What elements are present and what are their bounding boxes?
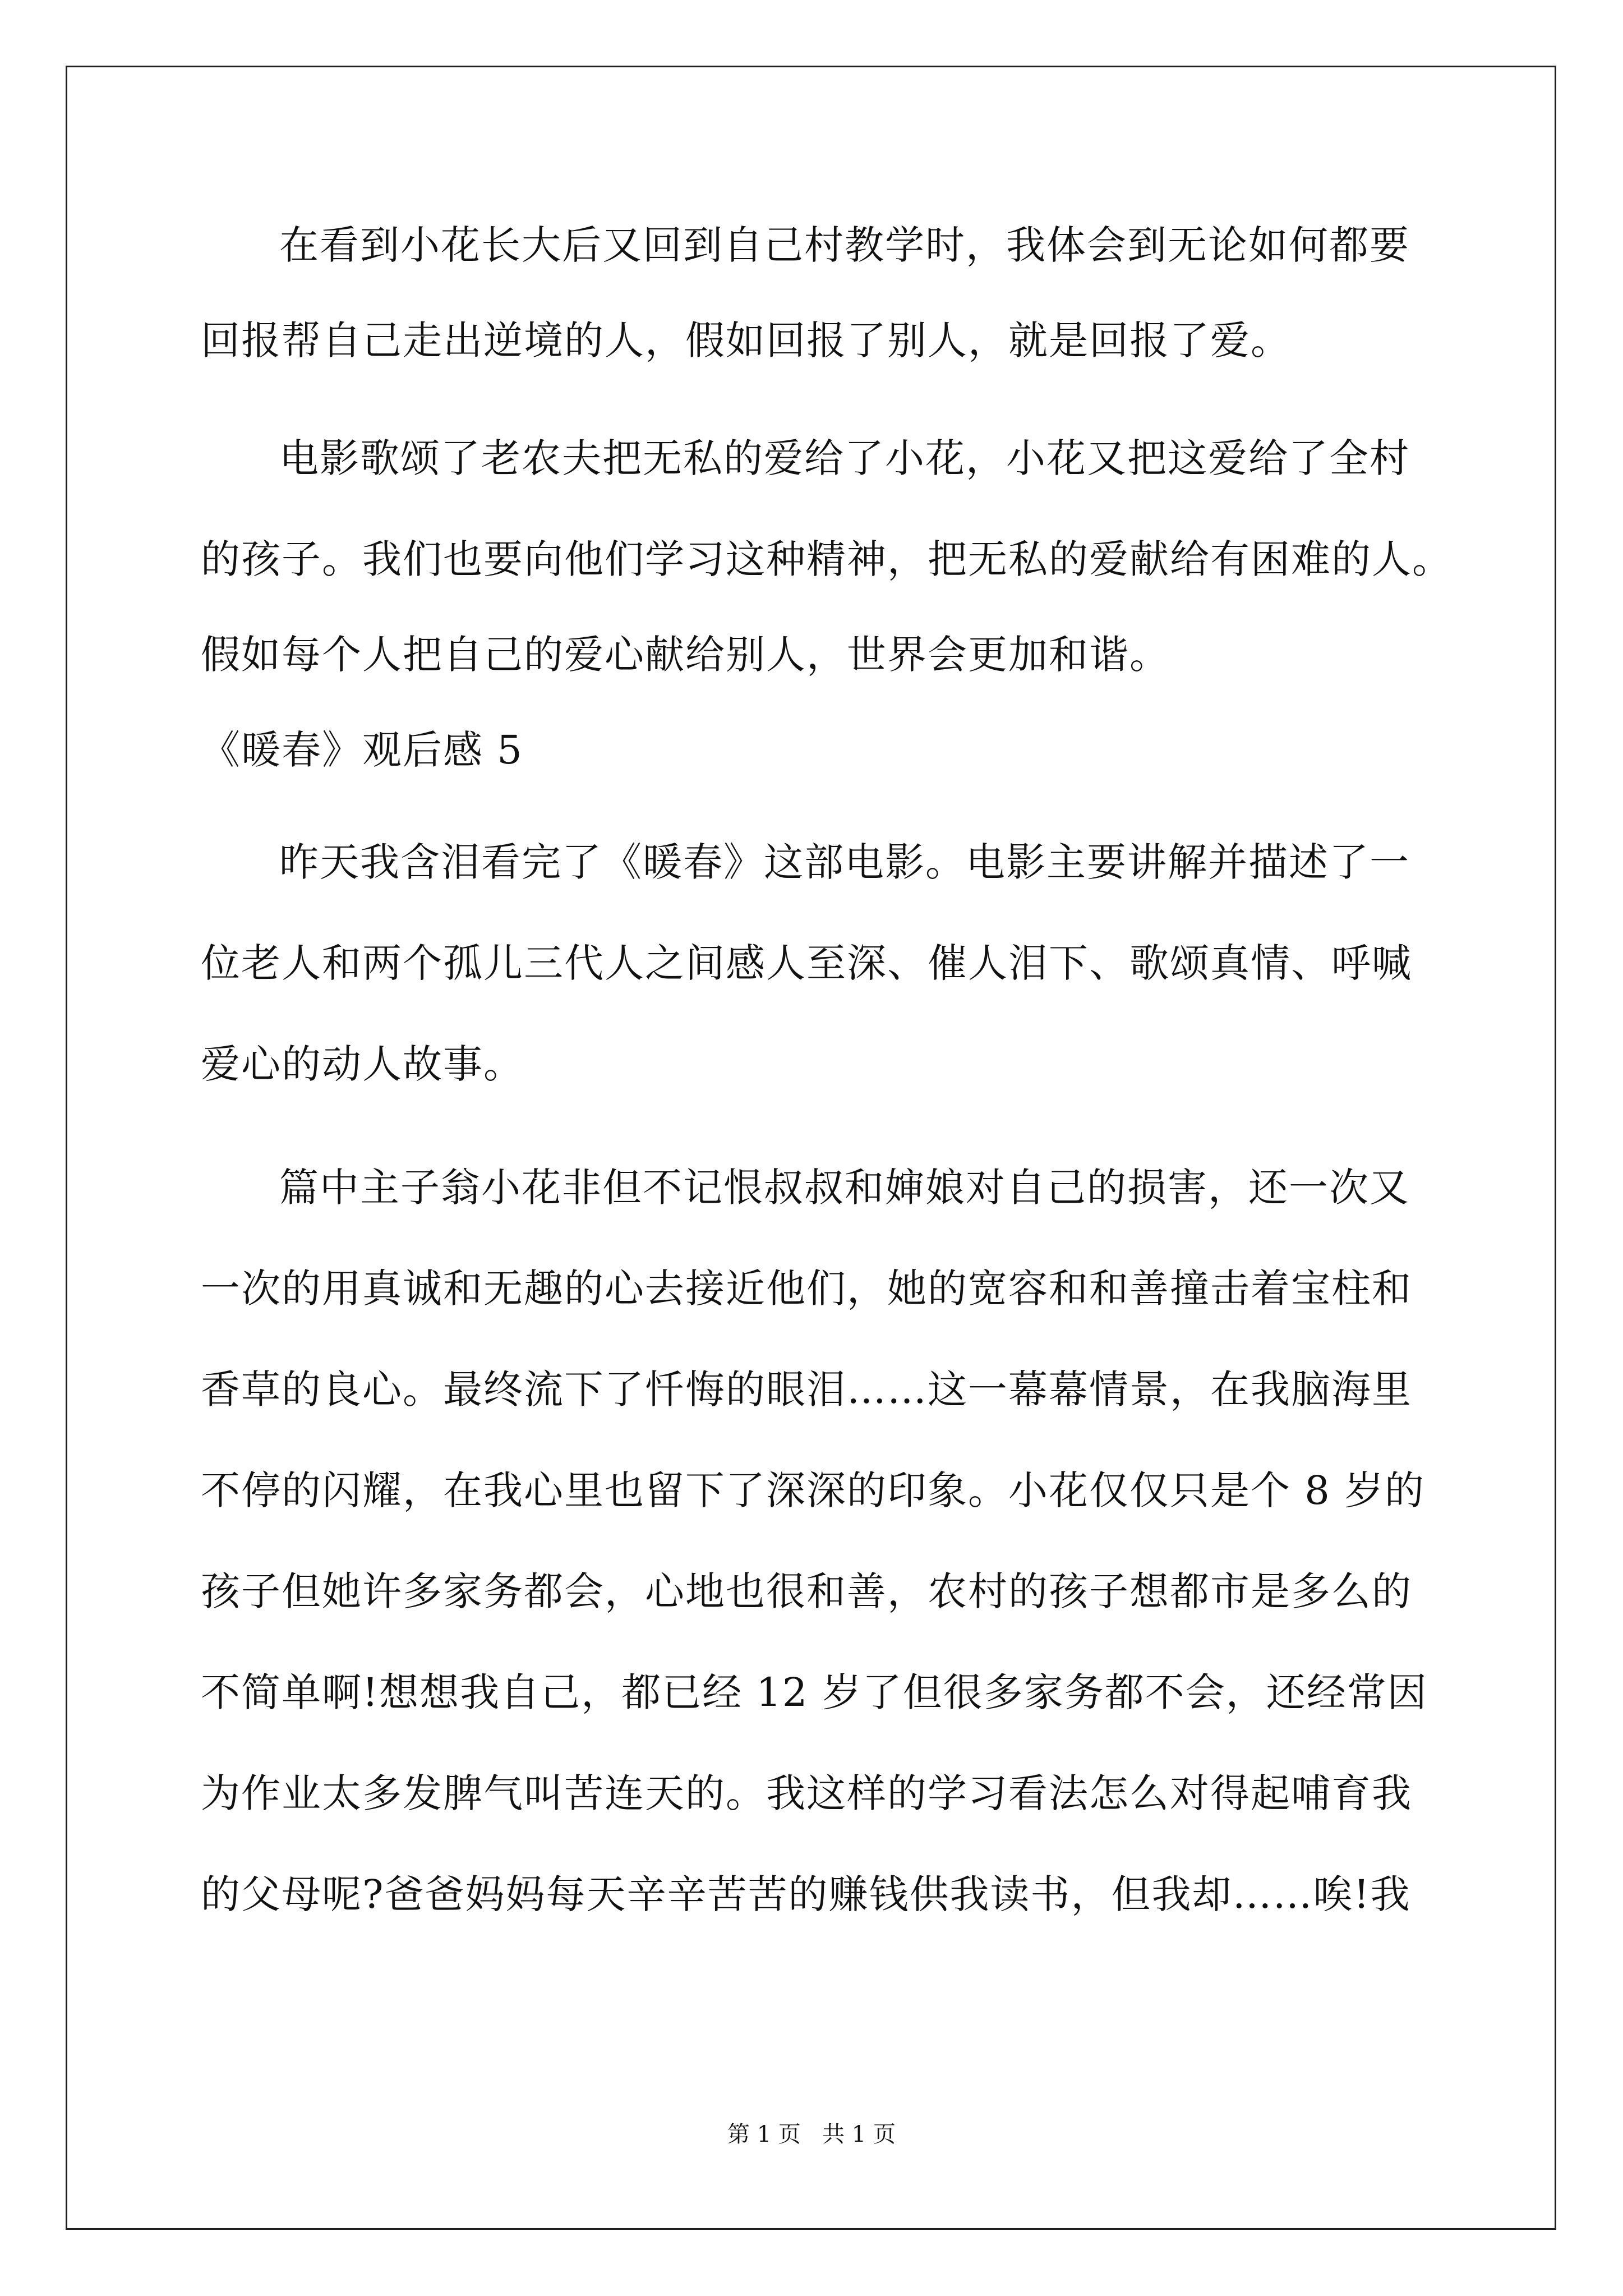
paragraph-line: 位老人和两个孤儿三代人之间感人至深、催人泪下、歌颂真情、呼喊	[201, 940, 1412, 986]
paragraph-line: 篇中主子翁小花非但不记恨叔叔和婶娘对自己的损害，还一次又	[279, 1165, 1410, 1211]
paragraph-line: 回报帮自己走出逆境的人，假如回报了别人，就是回报了爱。	[201, 318, 1291, 364]
paragraph-line: 在看到小花长大后又回到自己村教学时，我体会到无论如何都要	[279, 222, 1410, 268]
paragraph-line: 孩子但她许多家务都会，心地也很和善，农村的孩子想都市是多么的	[201, 1568, 1412, 1614]
paragraph-line: 爱心的动人故事。	[201, 1041, 524, 1087]
paragraph-line: 不简单啊!想想我自己，都已经 12 岁了但很多家务都不会，还经常因	[201, 1669, 1428, 1715]
paragraph-line: 假如每个人把自己的爱心献给别人，世界会更加和谐。	[201, 632, 1170, 678]
paragraph-line: 的孩子。我们也要向他们学习这种精神，把无私的爱献给有困难的人。	[201, 536, 1453, 582]
paragraph-line: 的父母呢?爸爸妈妈每天辛辛苦苦的赚钱供我读书，但我却……唉!我	[201, 1871, 1411, 1917]
paragraph-line: 为作业太多发脾气叫苦连天的。我这样的学习看法怎么对得起哺育我	[201, 1770, 1412, 1816]
paragraph-line: 不停的闪耀，在我心里也留下了深深的印象。小花仅仅只是个 8 岁的	[201, 1467, 1426, 1513]
section-title: 《暖春》观后感 5	[201, 727, 523, 773]
page-number-footer: 第 1 页 共 1 页	[727, 2122, 896, 2147]
paragraph-line: 电影歌颂了老农夫把无私的爱给了小花，小花又把这爱给了全村	[279, 435, 1410, 481]
paragraph-line: 一次的用真诚和无趣的心去接近他们，她的宽容和和善撞击着宝柱和	[201, 1266, 1412, 1312]
paragraph-line: 香草的良心。最终流下了忏悔的眼泪……这一幕幕情景，在我脑海里	[201, 1366, 1412, 1412]
paragraph-line: 昨天我含泪看完了《暖春》这部电影。电影主要讲解并描述了一	[279, 839, 1410, 885]
